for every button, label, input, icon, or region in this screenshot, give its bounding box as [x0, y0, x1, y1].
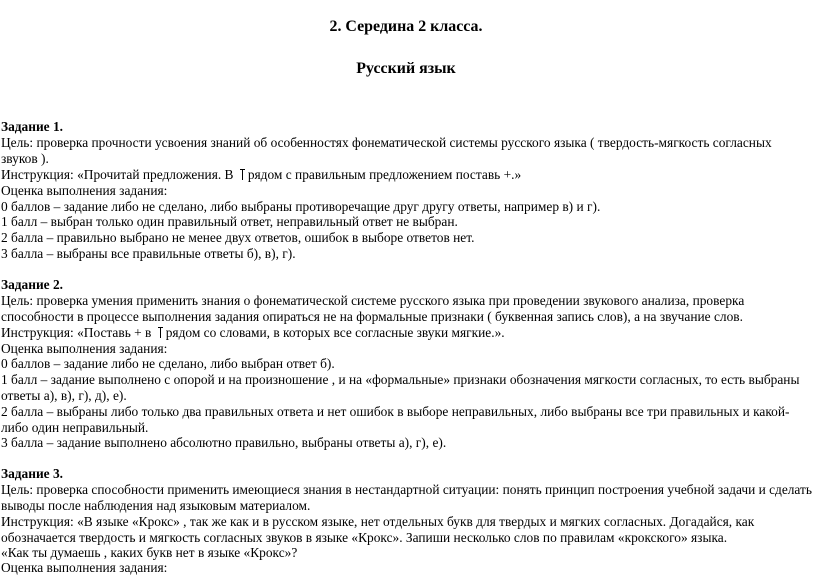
task2-score2-line2: либо один неправильный. [1, 420, 149, 435]
task3-question: «Как ты думаешь , каких букв нет в языке «Крокс»? [1, 545, 298, 560]
task2-heading: Задание 2. [1, 277, 63, 292]
task3-instruction-line2: обозначается твердость и мягкость согласных звуков в языке «Крокс». Запиши несколько слов по правилам «крокского» языка. [1, 530, 728, 545]
task2-instruction-after: рядом со словами, в которых все согласные звуки мягкие.». [165, 325, 505, 340]
answer-box-icon [157, 327, 164, 338]
task3-instruction-line1: Инструкция: «В языке «Крокс» , так же как и в русском языке, нет отдельных букв для твердых и мягких согласных. Догадайся, как [1, 514, 755, 529]
task1-score0: 0 баллов – задание либо не сделано, либо выбраны противоречащие друг другу ответы, например в) и г). [1, 199, 601, 214]
task2-score1-line2: ответы а), в), г), д), е). [1, 388, 127, 403]
page-title: 2. Середина 2 класса. [329, 18, 483, 35]
task2-score0: 0 баллов – задание либо не сделано, либо выбран ответ б). [1, 356, 335, 371]
task3-eval-heading: Оценка выполнения задания: [1, 560, 168, 575]
task3-heading: Задание 3. [1, 466, 63, 481]
task1-goal-line1: Цель: проверка прочности усвоения знаний об особенностях фонематической системы русского языка ( твердость-мягкость согласных [1, 135, 772, 150]
task1-heading: Задание 1. [1, 119, 63, 134]
task1-eval-heading: Оценка выполнения задания: [1, 183, 168, 198]
task2-goal-line1: Цель: проверка умения применить знания о фонематической системе русского языка при проведении звукового анализа, проверка [1, 293, 745, 308]
task1-goal-line2: звуков ). [1, 151, 49, 166]
task2-instruction-before: Инструкция: «Поставь + в [1, 325, 155, 340]
page-subtitle: Русский язык [356, 60, 456, 77]
task3-goal-line2: выводы после наблюдения над языковым материалом. [1, 498, 311, 513]
task1-instruction [1, 167, 521, 182]
task1-instruction-before: Инструкция: «Прочитай предложения. В [1, 167, 237, 182]
task1-instruction-after: рядом с правильным предложением поставь +.» [247, 167, 522, 182]
task2-goal-line2: способности в процессе выполнения задания опираться не на формальные признаки ( буквенная запись слов), а на звучание слов. [1, 309, 743, 324]
task2-score2-line1: 2 балла – выбраны либо только два правильных ответа и нет ошибок в выборе неправильных, либо выбраны все три правильных и какой- [1, 404, 790, 419]
task1-score3: 3 балла – выбраны все правильные ответы б), в), г). [1, 246, 296, 261]
task2-eval-heading: Оценка выполнения задания: [1, 341, 168, 356]
task2-score3: 3 балла – задание выполнено абсолютно правильно, выбраны ответы а), г), е). [1, 435, 447, 450]
task3-goal-line1: Цель: проверка способности применить имеющиеся знания в нестандартной ситуации: понять принцип построения учебной задачи и сделать [1, 482, 812, 497]
task1-score1: 1 балл – выбран только один правильный ответ, неправильный ответ не выбран. [1, 214, 458, 229]
task1-score2: 2 балла – правильно выбрано не менее двух ответов, ошибок в выборе ответов нет. [1, 230, 475, 245]
task2-instruction [1, 325, 505, 340]
answer-box-icon [239, 169, 246, 180]
task2-score1-line1: 1 балл – задание выполнено с опорой и на произношение , и на «формальные» признаки обозначения мягкости согласных, то есть выбраны [1, 372, 800, 387]
